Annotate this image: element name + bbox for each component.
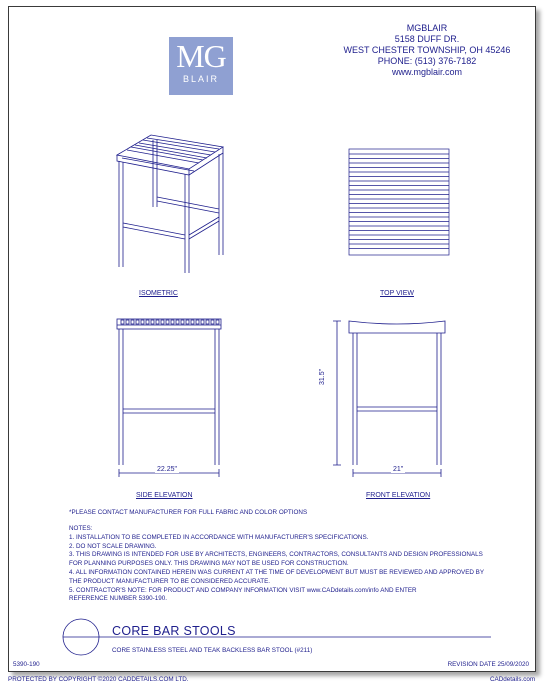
side-slat-end xyxy=(156,320,159,324)
reference-number: 5390-190 xyxy=(13,661,40,668)
caption-isometric: ISOMETRIC xyxy=(139,290,178,297)
side-slat-end xyxy=(216,320,219,324)
side-elevation xyxy=(107,315,227,485)
caption-front-elevation: FRONT ELEVATION xyxy=(366,492,431,499)
side-slat-end xyxy=(201,320,204,324)
note-line: 1. INSTALLATION TO BE COMPLETED IN ACCORDANCE WITH MANUFACTURER'S SPECIFICATIONS. xyxy=(69,533,369,541)
company-info xyxy=(327,23,527,78)
note-line: 4. ALL INFORMATION CONTAINED HEREIN WAS CURRENT AT THE TIME OF DEVELOPMENT BUT MUST BE REVIEWED AND APPROVED BY xyxy=(69,568,485,576)
caption-top-view: TOP VIEW xyxy=(380,290,414,297)
notes-block xyxy=(69,525,484,604)
side-slat-end xyxy=(146,320,149,324)
side-slat-end xyxy=(181,320,184,324)
front-stretcher xyxy=(357,407,437,411)
side-slat-end xyxy=(211,320,214,324)
caption-side-elevation: SIDE ELEVATION xyxy=(136,492,193,499)
note-line: 3. THIS DRAWING IS INTENDED FOR USE BY ARCHITECTS, ENGINEERS, CONTRACTORS, CONSULTANTS AND DESIGN PROFESSIONALS xyxy=(69,551,483,559)
front-width-label: 21" xyxy=(393,466,404,473)
logo-letters: MG xyxy=(176,38,226,74)
iso-leg-back-left xyxy=(153,140,157,207)
note-line: 5. CONTRACTOR'S NOTE: FOR PRODUCT AND COMPANY INFORMATION VISIT www.CADdetails.com/info AND ENTER xyxy=(69,586,417,594)
note-line: 2. DO NOT SCALE DRAWING. xyxy=(69,542,157,550)
height-dim-line xyxy=(333,321,341,465)
side-slat-end xyxy=(171,320,174,324)
side-stretcher xyxy=(123,409,215,413)
side-leg-left xyxy=(119,329,123,465)
drawing-title: CORE BAR STOOLS xyxy=(112,624,236,638)
company-city: WEST CHESTER TOWNSHIP, OH 45246 xyxy=(343,45,511,55)
side-slat-end xyxy=(151,320,154,324)
side-slat-end xyxy=(131,320,134,324)
side-slat-end xyxy=(176,320,179,324)
drawing-subtitle: CORE STAINLESS STEEL AND TEAK BACKLESS BAR STOOL (#211) xyxy=(112,647,313,654)
note-line: REFERENCE NUMBER 5390-190. xyxy=(69,595,167,603)
top-view xyxy=(347,147,451,259)
company-name: MGBLAIR xyxy=(406,23,448,33)
iso-leg-back-right xyxy=(219,153,223,255)
caddetails-link[interactable]: CADdetails.com xyxy=(490,676,536,683)
revision-date: REVISION DATE 25/09/2020 xyxy=(447,661,529,668)
side-slat-end xyxy=(206,320,209,324)
side-slat-end xyxy=(126,320,129,324)
note-line: THE PRODUCT MANUFACTURER TO BE CONSIDERED ACCURATE. xyxy=(69,577,271,585)
iso-leg-front-left xyxy=(119,161,123,267)
company-street: 5158 DUFF DR. xyxy=(394,34,460,44)
side-slat-end xyxy=(166,320,169,324)
side-width-label: 22.25" xyxy=(157,466,178,473)
side-slat-end xyxy=(196,320,199,324)
height-label: 31.5" xyxy=(319,368,326,385)
front-seat xyxy=(349,321,445,333)
isometric-view xyxy=(105,127,235,277)
side-slat-end xyxy=(121,320,124,324)
side-slat-end xyxy=(141,320,144,324)
mgblair-logo xyxy=(169,37,233,95)
contact-note: *PLEASE CONTACT MANUFACTURER FOR FULL FABRIC AND COLOR OPTIONS xyxy=(69,509,308,516)
logo-subtext: BLAIR xyxy=(182,74,219,84)
company-phone: PHONE: (513) 376-7182 xyxy=(377,56,477,66)
notes-heading: NOTES: xyxy=(69,525,93,532)
iso-seat-side xyxy=(189,147,223,175)
iso-leg-front-right xyxy=(185,174,189,273)
company-web[interactable]: www.mgblair.com xyxy=(391,67,463,77)
drawing-sheet xyxy=(8,6,536,672)
iso-stretcher xyxy=(123,197,219,239)
side-slat-end xyxy=(161,320,164,324)
side-leg-right xyxy=(215,329,219,465)
side-slat-end xyxy=(191,320,194,324)
front-leg-left xyxy=(353,333,357,465)
side-slat-end xyxy=(136,320,139,324)
front-leg-right xyxy=(437,333,441,465)
side-slat-end xyxy=(186,320,189,324)
front-elevation xyxy=(319,315,459,485)
note-line: FOR PLANNING PURPOSES ONLY. THIS DRAWING MAY NOT BE USED FOR CONSTRUCTION. xyxy=(69,560,349,568)
copyright-text: PROTECTED BY COPYRIGHT ©2020 CADDETAILS.COM LTD. xyxy=(8,676,189,683)
